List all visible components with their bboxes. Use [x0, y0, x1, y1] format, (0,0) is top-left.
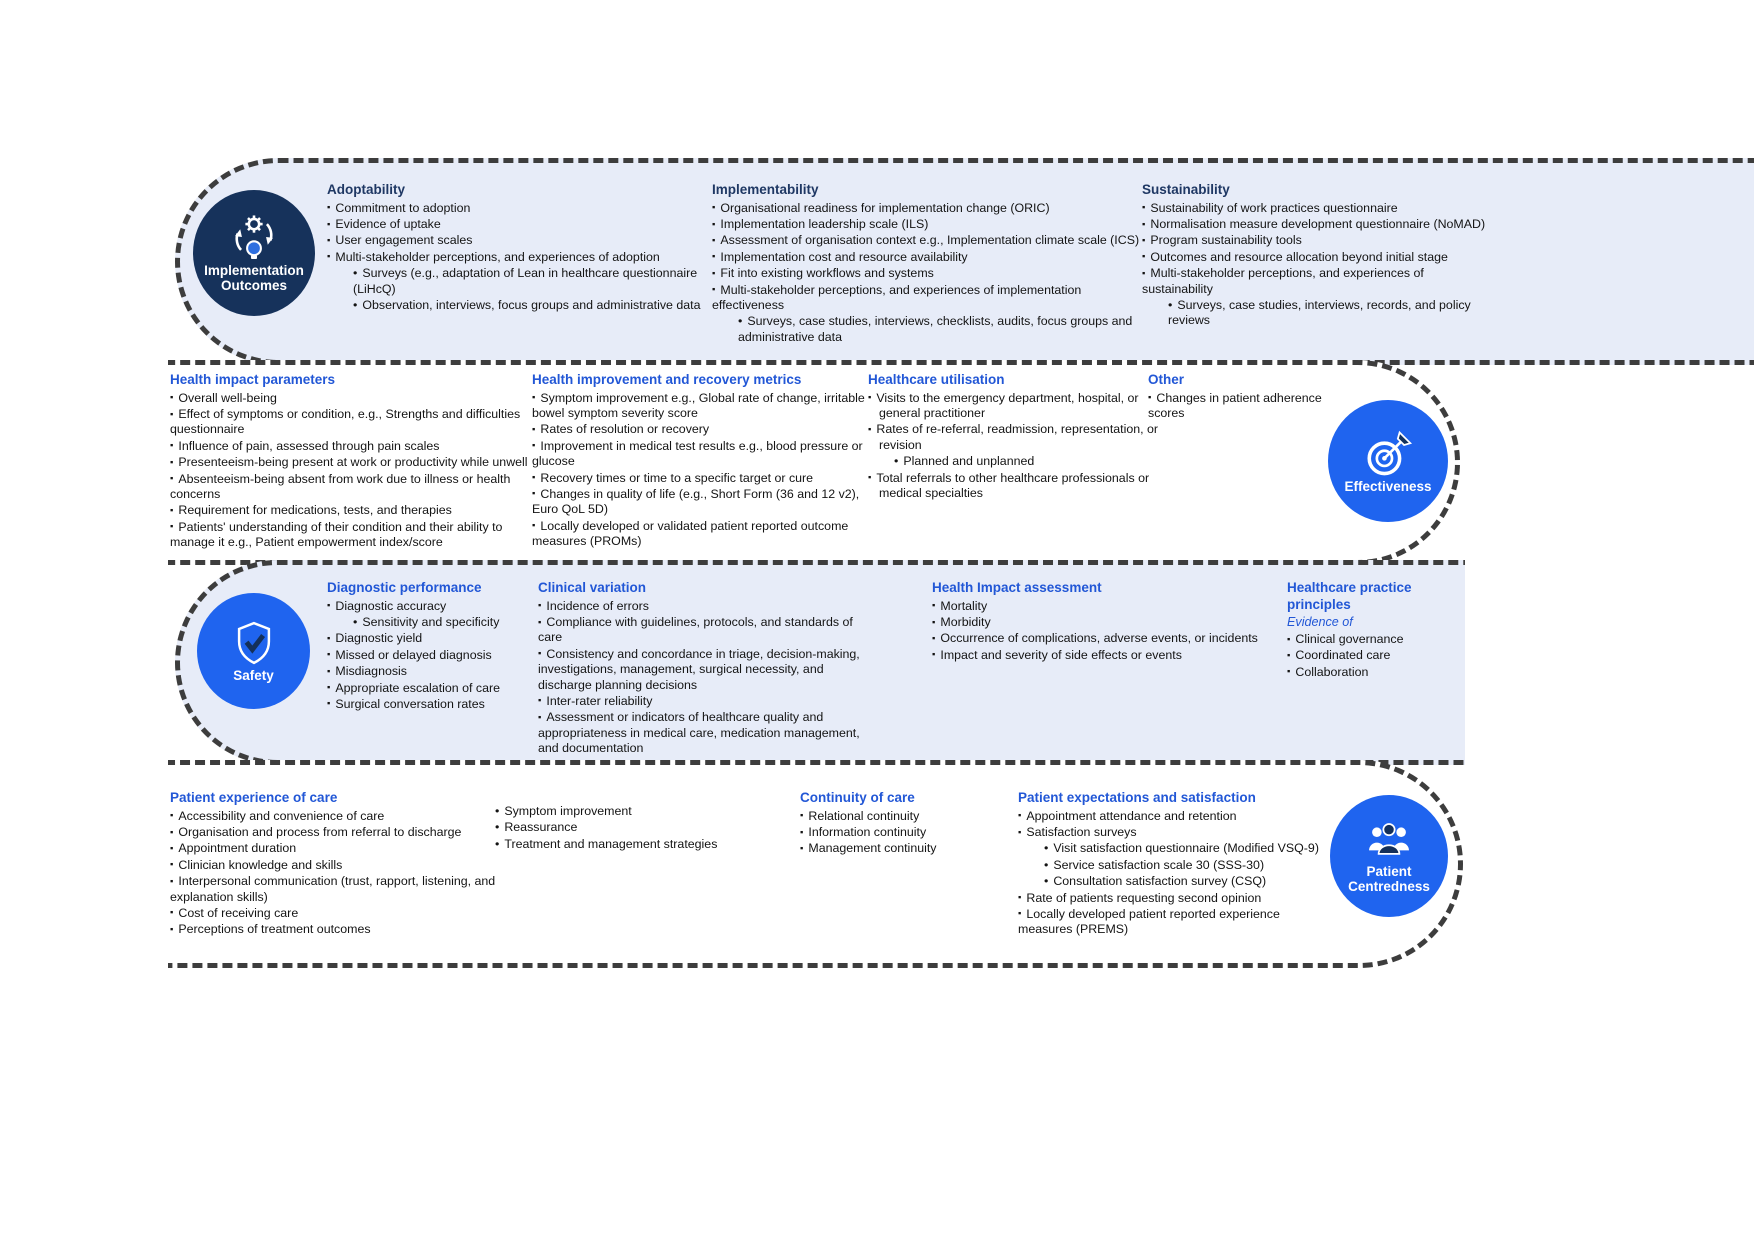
sustainability-section — [1142, 182, 1487, 330]
safety-badge — [197, 593, 310, 709]
list-item — [1142, 250, 1487, 265]
item-text: Diagnostic yield — [335, 631, 423, 646]
people-group-icon — [1363, 817, 1415, 863]
section-header: Adoptability — [327, 182, 405, 197]
bullet-icon: • — [1044, 857, 1049, 872]
list-item — [170, 472, 535, 503]
list-item — [1142, 298, 1487, 329]
item-text: Mortality — [940, 598, 988, 613]
list-item — [170, 906, 510, 921]
list-item — [327, 266, 707, 297]
bullet-icon: ▪ — [327, 251, 331, 263]
bullet-icon: ▪ — [327, 234, 331, 246]
list-item — [712, 266, 1144, 281]
item-text: Diagnostic accuracy — [335, 598, 447, 613]
item-text: Visit satisfaction questionnaire (Modified VSQ-9) — [1053, 841, 1319, 856]
list-item — [170, 391, 535, 406]
bullet-icon: ▪ — [868, 392, 872, 404]
bullet-icon: ▪ — [170, 408, 174, 420]
bullet-icon: ▪ — [1287, 633, 1291, 645]
list-item — [170, 858, 510, 873]
list-item — [327, 233, 707, 248]
bullet-icon: ▪ — [932, 632, 936, 644]
section-header: Patient experience of care — [170, 790, 338, 805]
process-cycle-icon — [228, 212, 280, 262]
item-text: Satisfaction surveys — [1026, 825, 1137, 840]
item-text: Consistency and concordance in triage, decision-making, investigations, management, surgical necessity, and discharge planning decisions — [538, 646, 860, 692]
list-item — [1142, 201, 1487, 216]
bullet-icon: ▪ — [1018, 810, 1022, 822]
bullet-icon: ▪ — [532, 472, 536, 484]
item-text: Implementation cost and resource availability — [720, 249, 968, 264]
shield-check-icon — [229, 619, 279, 667]
bullet-icon: ▪ — [712, 284, 716, 296]
list-item — [327, 631, 542, 646]
bullet-icon: • — [495, 836, 500, 851]
section-subtitle: Evidence of — [1287, 615, 1353, 630]
implementation-outcomes-badge — [193, 190, 315, 316]
list-item — [868, 454, 1168, 469]
item-text: Occurrence of complications, adverse events, or incidents — [940, 631, 1258, 646]
list-item — [800, 809, 995, 824]
item-text: Sensitivity and specificity — [362, 615, 500, 630]
list-item — [712, 201, 1144, 216]
list-item — [170, 520, 535, 551]
bullet-icon: ▪ — [868, 423, 872, 435]
section-header: Healthcare utilisation — [868, 372, 1005, 387]
list-item — [712, 217, 1144, 232]
list-item — [170, 841, 510, 856]
bullet-icon: • — [738, 314, 743, 329]
patient-expectations-section — [1018, 790, 1333, 939]
item-text: Changes in patient adherence scores — [1148, 390, 1322, 421]
list-item — [170, 455, 535, 470]
item-text: Appropriate escalation of care — [335, 680, 500, 695]
item-text: Assessment of organisation context e.g., Implementation climate scale (ICS) — [720, 233, 1140, 248]
list-item — [868, 391, 1168, 422]
item-text: Absenteeism-being absent from work due to illness or health concerns — [170, 471, 511, 501]
list-item — [932, 599, 1267, 614]
list-item — [712, 250, 1144, 265]
list-item — [932, 615, 1267, 630]
list-item — [327, 697, 542, 712]
bullet-icon: ▪ — [170, 842, 174, 854]
item-text: Incidence of errors — [546, 598, 649, 613]
healthcare-practice-principles-section — [1287, 580, 1465, 681]
bullet-icon: ▪ — [532, 392, 536, 404]
item-text: Requirement for medications, tests, and therapies — [178, 503, 452, 518]
bullet-icon: ▪ — [932, 649, 936, 661]
item-text: Rates of re-referral, readmission, representation, or revision — [876, 422, 1159, 452]
section-header: Diagnostic performance — [327, 580, 482, 595]
bullet-icon: ▪ — [538, 616, 542, 628]
item-text: Observation, interviews, focus groups and administrative data — [362, 297, 701, 312]
list-item — [538, 647, 878, 693]
bullet-icon: ▪ — [1018, 826, 1022, 838]
item-text: Treatment and management strategies — [504, 836, 718, 851]
list-item — [327, 664, 542, 679]
section-header: Healthcare practice principles — [1287, 580, 1412, 612]
bullet-icon: ▪ — [800, 826, 804, 838]
bullet-icon: ▪ — [712, 218, 716, 230]
bullet-icon: ▪ — [932, 616, 936, 628]
item-text: Rates of resolution or recovery — [540, 422, 710, 437]
bullet-icon: ▪ — [800, 842, 804, 854]
bullet-icon: ▪ — [932, 600, 936, 612]
list-item — [1142, 233, 1487, 248]
item-text: Normalisation measure development questionnaire (NoMAD) — [1150, 217, 1486, 232]
list-item — [170, 874, 510, 905]
diagnostic-performance-section — [327, 580, 542, 713]
section-header: Health impact parameters — [170, 372, 336, 387]
item-text: Surveys, case studies, interviews, checklists, audits, focus groups and administrative data — [738, 314, 1133, 344]
section-header: Health improvement and recovery metrics — [532, 372, 802, 387]
item-text: Evidence of uptake — [335, 217, 441, 232]
bullet-icon: • — [495, 804, 500, 818]
healthcare-utilisation-section — [868, 372, 1168, 502]
bullet-icon: ▪ — [170, 875, 174, 887]
item-text: Changes in quality of life (e.g., Short Form (36 and 12 v2), Euro QoL 5D) — [532, 486, 860, 517]
bullet-icon: ▪ — [800, 810, 804, 822]
item-text: Symptom improvement — [504, 804, 632, 818]
bullet-icon: • — [495, 820, 500, 835]
bullet-icon: • — [353, 266, 358, 281]
item-text: Effect of symptoms or condition, e.g., Strengths and difficulties questionnaire — [170, 407, 521, 437]
list-item — [1287, 648, 1465, 663]
item-text: Accessibility and convenience of care — [178, 808, 385, 823]
item-text: Misdiagnosis — [335, 664, 407, 679]
item-text: Recovery times or time to a specific target or cure — [540, 470, 814, 485]
item-text: Perceptions of treatment outcomes — [178, 922, 371, 937]
badge-label: Implementation Outcomes — [204, 263, 304, 293]
item-text: Information continuity — [808, 825, 927, 840]
item-text: Locally developed patient reported experience measures (PREMS) — [1018, 906, 1280, 937]
list-item — [932, 648, 1267, 663]
bullet-icon: ▪ — [170, 504, 174, 516]
bullet-icon: ▪ — [1287, 666, 1291, 678]
list-item — [1287, 665, 1465, 680]
list-item — [327, 298, 707, 313]
item-text: Impact and severity of side effects or events — [940, 647, 1182, 662]
bullet-icon: ▪ — [532, 520, 536, 532]
bullet-icon: ▪ — [170, 826, 174, 838]
list-item — [327, 615, 542, 630]
bullet-icon: ▪ — [170, 440, 174, 452]
list-item — [1018, 858, 1333, 873]
list-item — [327, 217, 707, 232]
list-item — [170, 922, 510, 937]
item-text: Planned and unplanned — [903, 454, 1035, 469]
item-text: Collaboration — [1295, 664, 1369, 679]
patient-centredness-badge — [1330, 795, 1448, 917]
list-item — [800, 825, 995, 840]
bullet-icon: ▪ — [170, 907, 174, 919]
bullet-icon: ▪ — [170, 456, 174, 468]
list-item — [712, 233, 1144, 248]
effectiveness-badge — [1328, 400, 1448, 522]
health-impact-parameters-section — [170, 372, 535, 551]
item-text: Appointment duration — [178, 841, 297, 856]
patient-experience-section — [170, 790, 510, 939]
list-item — [1142, 266, 1487, 297]
item-text: Cost of receiving care — [178, 905, 299, 920]
list-item — [932, 631, 1267, 646]
item-text: Overall well-being — [178, 390, 277, 405]
item-text: Outcomes and resource allocation beyond initial stage — [1150, 249, 1448, 264]
list-item — [1018, 809, 1333, 824]
list-item — [532, 519, 867, 550]
list-item — [1287, 632, 1465, 647]
section-header: Sustainability — [1142, 182, 1230, 197]
section-header: Patient expectations and satisfaction — [1018, 790, 1256, 805]
bullet-icon: ▪ — [170, 810, 174, 822]
item-text: Coordinated care — [1295, 648, 1391, 663]
section-header: Health Impact assessment — [932, 580, 1102, 595]
list-item — [170, 407, 535, 438]
list-item — [327, 201, 707, 216]
bullet-icon: • — [1044, 874, 1049, 889]
bullet-icon: ▪ — [170, 392, 174, 404]
item-text: Missed or delayed diagnosis — [335, 647, 492, 662]
item-text: Reassurance — [504, 820, 578, 835]
bullet-icon: ▪ — [1148, 392, 1152, 404]
list-item — [1142, 217, 1487, 232]
list-item — [712, 314, 1144, 345]
item-text: Clinician knowledge and skills — [178, 857, 343, 872]
list-item — [1018, 891, 1333, 906]
bullet-icon: ▪ — [1142, 251, 1146, 263]
list-item — [538, 615, 878, 646]
item-text: Management continuity — [808, 841, 937, 856]
item-text: Influence of pain, assessed through pain scales — [178, 438, 440, 453]
bullet-icon: ▪ — [327, 632, 331, 644]
bullet-icon: ▪ — [1142, 218, 1146, 230]
item-text: Organisational readiness for implementation change (ORIC) — [720, 200, 1050, 215]
bullet-icon: ▪ — [327, 202, 331, 214]
bullet-icon: ▪ — [538, 711, 542, 723]
item-text: Multi-stakeholder perceptions, and experiences of adoption — [335, 249, 660, 264]
bullet-icon: ▪ — [538, 695, 542, 707]
bullet-icon: ▪ — [1018, 908, 1022, 920]
bullet-icon: ▪ — [327, 665, 331, 677]
list-item — [532, 391, 867, 422]
section-header: Other — [1148, 372, 1185, 387]
bullet-icon: ▪ — [1287, 649, 1291, 661]
item-text: Locally developed or validated patient reported outcome measures (PROMs) — [532, 518, 849, 549]
bullet-icon: ▪ — [170, 473, 174, 485]
item-text: Surgical conversation rates — [335, 696, 485, 711]
band-implementation-outcomes — [175, 158, 1754, 365]
item-text: Sustainability of work practices questionnaire — [1150, 200, 1398, 215]
bullet-icon: ▪ — [1142, 234, 1146, 246]
bullet-icon: • — [1044, 841, 1049, 856]
item-text: Commitment to adoption — [335, 200, 471, 215]
item-text: Assessment or indicators of healthcare quality and appropriateness in medical care, medication management, and documentation — [538, 710, 860, 756]
item-text: Interpersonal communication (trust, rapport, listening, and explanation skills) — [170, 874, 496, 904]
list-item — [538, 694, 878, 709]
bullet-icon: ▪ — [538, 600, 542, 612]
list-item — [1148, 391, 1333, 422]
bullet-icon: ▪ — [327, 218, 331, 230]
badge-label: Patient Centredness — [1348, 864, 1430, 894]
bullet-icon: ▪ — [712, 251, 716, 263]
bullet-icon: ▪ — [327, 600, 331, 612]
list-item — [1018, 825, 1333, 840]
bullet-icon: • — [353, 297, 358, 312]
list-item — [712, 283, 1144, 314]
list-item — [532, 471, 867, 486]
bullet-icon: ▪ — [170, 521, 174, 533]
list-item — [170, 809, 510, 824]
bullet-icon: ▪ — [1018, 892, 1022, 904]
bullet-icon: • — [353, 615, 358, 630]
continuity-of-care-section — [800, 790, 995, 858]
item-text: Surveys, case studies, interviews, records, and policy reviews — [1168, 297, 1471, 328]
item-text: Total referrals to other healthcare professionals or medical specialties — [876, 470, 1150, 500]
list-item — [327, 599, 542, 614]
item-text: Symptom improvement e.g., Global rate of change, irritable bowel symptom severity score — [532, 390, 865, 421]
list-item — [532, 439, 867, 470]
item-text: Clinical governance — [1295, 632, 1404, 647]
item-text: Inter-rater reliability — [546, 693, 653, 708]
bullet-icon: ▪ — [327, 682, 331, 694]
list-item — [1018, 841, 1333, 856]
list-item — [868, 471, 1168, 502]
bullet-icon: ▪ — [532, 440, 536, 452]
list-item — [538, 599, 878, 614]
bullet-icon: ▪ — [327, 698, 331, 710]
list-item — [170, 439, 535, 454]
item-text: Fit into existing workflows and systems — [720, 266, 934, 281]
list-item — [495, 837, 755, 852]
bullet-icon: ▪ — [532, 423, 536, 435]
item-text: Visits to the emergency department, hospital, or general practitioner — [876, 390, 1139, 421]
bullet-icon: • — [1168, 297, 1173, 312]
list-item — [532, 487, 867, 518]
list-item — [532, 422, 867, 437]
item-text: Implementation leadership scale (ILS) — [720, 217, 929, 232]
section-header: Clinical variation — [538, 580, 647, 595]
bullet-icon: ▪ — [327, 649, 331, 661]
badge-label: Safety — [233, 667, 274, 683]
band-effectiveness — [168, 360, 1460, 565]
item-text: Service satisfaction scale 30 (SSS-30) — [1053, 857, 1265, 872]
item-text: Multi-stakeholder perceptions, and experiences of implementation effectiveness — [712, 282, 1082, 312]
band-safety — [175, 560, 1465, 765]
bullet-icon: ▪ — [170, 923, 174, 935]
bullet-icon: • — [894, 454, 899, 469]
implementability-section — [712, 182, 1144, 346]
item-text: Relational continuity — [808, 808, 920, 823]
health-improvement-recovery-section — [532, 372, 867, 550]
item-text: Improvement in medical test results e.g., blood pressure or glucose — [532, 438, 863, 469]
band-patient-centredness — [168, 760, 1463, 968]
list-item — [1018, 907, 1333, 938]
bullet-icon: ▪ — [712, 202, 716, 214]
section-header: Implementability — [712, 182, 819, 197]
target-dart-icon — [1361, 428, 1415, 478]
list-item — [327, 681, 542, 696]
list-item — [868, 422, 1168, 453]
list-item — [495, 820, 755, 835]
item-text: Appointment attendance and retention — [1026, 808, 1237, 823]
other-section — [1148, 372, 1333, 422]
item-text: Program sustainability tools — [1150, 233, 1302, 248]
item-text: Surveys (e.g., adaptation of Lean in healthcare questionnaire (LiHcQ) — [353, 266, 698, 296]
bullet-icon: ▪ — [170, 859, 174, 871]
item-text: Consultation satisfaction survey (CSQ) — [1053, 874, 1267, 889]
list-item — [800, 841, 995, 856]
list-item — [327, 648, 542, 663]
bullet-icon: ▪ — [868, 472, 872, 484]
badge-label: Effectiveness — [1344, 478, 1432, 494]
adoptability-section — [327, 182, 707, 314]
bullet-icon: ▪ — [1142, 267, 1146, 279]
item-text: Morbidity — [940, 615, 991, 630]
list-item — [1018, 874, 1333, 889]
list-item — [170, 825, 510, 840]
item-text: Compliance with guidelines, protocols, and standards of care — [538, 615, 853, 645]
item-text: Organisation and process from referral to discharge — [178, 825, 462, 840]
list-item — [495, 804, 755, 819]
item-text: Rate of patients requesting second opinion — [1026, 890, 1262, 905]
bullet-icon: ▪ — [712, 234, 716, 246]
clinical-variation-section — [538, 580, 878, 757]
list-item — [538, 710, 878, 756]
patient-outcomes-extra-section — [495, 804, 755, 853]
item-text: Patients' understanding of their condition and their ability to manage it e.g., Patient empowerment index/score — [170, 519, 503, 550]
item-text: Presenteeism-being present at work or productivity while unwell — [178, 455, 528, 470]
item-text: User engagement scales — [335, 233, 473, 248]
bullet-icon: ▪ — [1142, 202, 1146, 214]
list-item — [170, 503, 535, 518]
bullet-icon: ▪ — [712, 267, 716, 279]
bullet-icon: ▪ — [532, 488, 536, 500]
health-impact-assessment-section — [932, 580, 1267, 664]
bullet-icon: ▪ — [538, 648, 542, 660]
item-text: Multi-stakeholder perceptions, and experiences of sustainability — [1142, 266, 1424, 296]
list-item — [327, 250, 707, 265]
section-header: Continuity of care — [800, 790, 915, 805]
